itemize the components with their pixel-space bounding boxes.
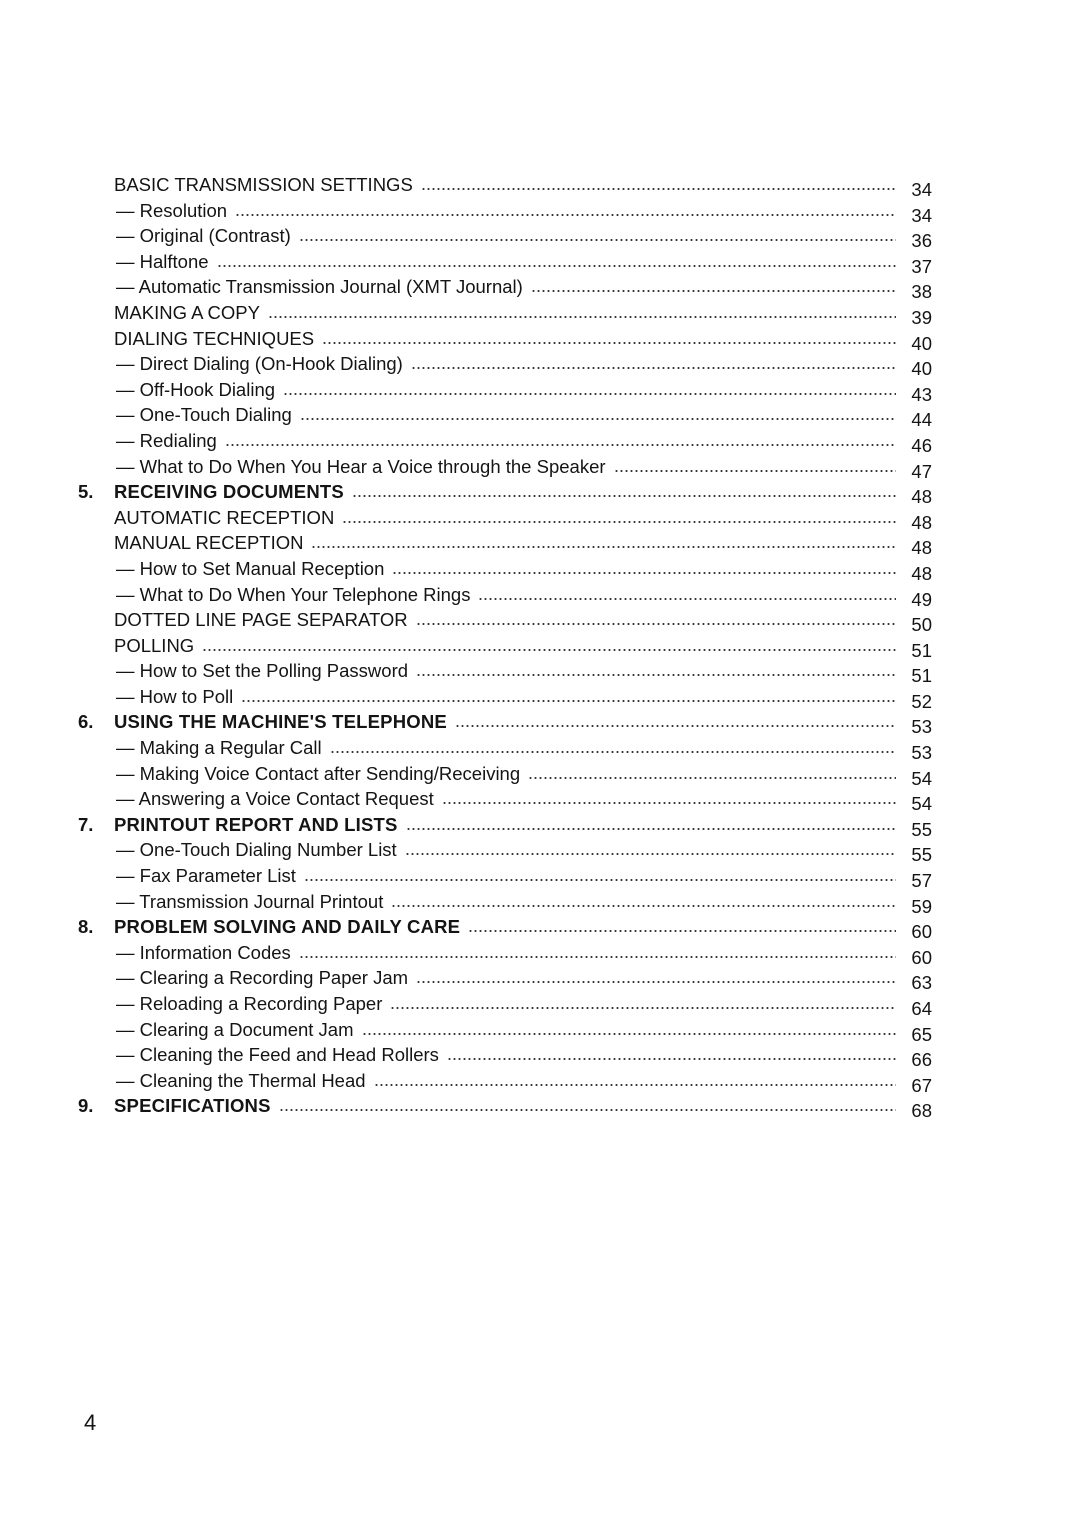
- toc-entry[interactable]: [78, 889, 932, 915]
- toc-entry[interactable]: [78, 556, 932, 582]
- toc-entry-title: — Transmission Journal Printout: [116, 890, 384, 912]
- dot-leader: [442, 787, 896, 805]
- toc-page-number: 64: [911, 998, 932, 1019]
- toc-entry-title: — One-Touch Dialing Number List: [116, 839, 397, 861]
- toc-entry[interactable]: [78, 1068, 932, 1094]
- toc-entry-title: — Original (Contrast): [116, 225, 291, 247]
- toc-entry-title: — Information Codes: [116, 941, 291, 963]
- toc-page-number: 40: [911, 358, 932, 380]
- toc-entry[interactable]: [78, 940, 932, 966]
- toc-page-number: 48: [911, 537, 932, 559]
- toc-entry[interactable]: [78, 607, 932, 636]
- toc-entry[interactable]: [78, 249, 932, 275]
- toc-page-number: 39: [911, 306, 932, 328]
- dot-leader: [342, 506, 896, 524]
- toc-page-number: 57: [911, 870, 932, 892]
- toc-page-number: 67: [911, 1074, 932, 1096]
- toc-entry-title: DOTTED LINE PAGE SEPARATOR: [114, 609, 408, 631]
- toc-page-number: 52: [911, 690, 932, 712]
- toc-page-number: 54: [911, 767, 932, 789]
- toc-entry-title: — What to Do When You Hear a Voice through the Speaker: [116, 455, 606, 477]
- toc-page-number: 40: [911, 332, 932, 354]
- toc-entry[interactable]: [78, 198, 932, 224]
- dot-leader: [421, 173, 896, 191]
- toc-entry[interactable]: [78, 1017, 932, 1043]
- toc-entry-title: — How to Set the Polling Password: [116, 660, 409, 682]
- dot-leader: [352, 480, 896, 498]
- dot-leader: [392, 557, 896, 575]
- toc-entry-title: MAKING A COPY: [114, 301, 260, 323]
- toc-entry[interactable]: [78, 351, 932, 380]
- toc-page-number: 51: [911, 639, 932, 661]
- toc-entry[interactable]: [78, 633, 932, 659]
- toc-entry[interactable]: [78, 454, 932, 480]
- toc-entry[interactable]: [78, 1042, 932, 1071]
- dot-leader: [241, 685, 896, 703]
- toc-page-number: 48: [911, 511, 932, 533]
- dot-leader: [217, 250, 896, 268]
- toc-entry-title: — Reloading a Recording Paper: [116, 993, 383, 1014]
- toc-page-number: 48: [911, 562, 932, 584]
- dot-leader: [416, 966, 896, 984]
- toc-entry[interactable]: [78, 786, 932, 815]
- toc-entry-title: — Cleaning the Thermal Head: [116, 1069, 366, 1091]
- toc-entry-title: MANUAL RECEPTION: [114, 532, 304, 554]
- dot-leader: [406, 813, 896, 831]
- dot-leader: [416, 608, 896, 626]
- toc-page-number: 44: [911, 409, 932, 431]
- toc-entry-title: — Making Voice Contact after Sending/Receiving: [116, 762, 521, 784]
- dot-leader: [531, 275, 896, 293]
- table-of-contents: [78, 172, 932, 1122]
- toc-page-number: 59: [911, 895, 932, 917]
- toc-page-number: 51: [911, 665, 932, 687]
- toc-page-number: 55: [911, 818, 932, 840]
- toc-entry[interactable]: [78, 377, 932, 403]
- toc-entry-title: — Halftone: [116, 250, 209, 272]
- toc-entry[interactable]: [78, 402, 932, 431]
- dot-leader: [268, 301, 896, 319]
- dot-leader: [455, 710, 896, 728]
- section-number: 5.: [78, 481, 94, 503]
- toc-entry-title: — Automatic Transmission Journal (XMT Journal): [116, 276, 523, 298]
- toc-entry-title: DIALING TECHNIQUES: [114, 327, 315, 349]
- toc-page-number: 37: [911, 255, 932, 277]
- toc-entry[interactable]: [78, 172, 932, 198]
- toc-entry[interactable]: [78, 812, 932, 838]
- toc-page-number: 36: [911, 230, 932, 252]
- toc-entry[interactable]: [78, 582, 932, 608]
- toc-entry-title: POLLING: [114, 634, 195, 656]
- toc-entry-title: — One-Touch Dialing: [116, 404, 292, 426]
- dot-leader: [478, 583, 896, 601]
- dot-leader: [411, 352, 896, 370]
- toc-entry-title: PRINTOUT REPORT AND LISTS: [114, 813, 398, 835]
- toc-entry[interactable]: [78, 761, 932, 787]
- dot-leader: [279, 1094, 896, 1112]
- dot-leader: [299, 224, 896, 242]
- toc-entry-title: — Direct Dialing (On-Hook Dialing): [116, 353, 403, 375]
- toc-page-number: 49: [911, 588, 932, 610]
- toc-page-number: 60: [911, 921, 932, 943]
- toc-page-number: 60: [911, 946, 932, 968]
- toc-entry[interactable]: [78, 991, 932, 1017]
- toc-page-number: 34: [911, 179, 932, 200]
- toc-entry[interactable]: [78, 1093, 932, 1122]
- toc-page-number: 53: [911, 742, 932, 764]
- toc-page-number: 43: [911, 383, 932, 405]
- toc-entry[interactable]: [78, 709, 932, 738]
- toc-entry-title: RECEIVING DOCUMENTS: [114, 481, 344, 503]
- toc-entry-title: — How to Poll: [116, 685, 234, 707]
- dot-leader: [300, 403, 896, 421]
- dot-leader: [416, 659, 896, 677]
- toc-entry-title: — Clearing a Recording Paper Jam: [116, 967, 409, 989]
- toc-entry-title: SPECIFICATIONS: [114, 1095, 271, 1117]
- dot-leader: [235, 199, 896, 217]
- toc-entry-title: PROBLEM SOLVING AND DAILY CARE: [114, 916, 461, 938]
- toc-entry-title: USING THE MACHINE'S TELEPHONE: [114, 711, 447, 733]
- toc-entry-title: — How to Set Manual Reception: [116, 557, 385, 579]
- dot-leader: [447, 1043, 896, 1061]
- toc-entry[interactable]: [78, 479, 932, 508]
- toc-page-number: 63: [911, 972, 932, 994]
- toc-entry[interactable]: [78, 914, 932, 943]
- toc-entry-title: — Off-Hook Dialing: [116, 378, 276, 400]
- toc-page-number: 55: [911, 844, 932, 866]
- toc-entry[interactable]: [78, 428, 932, 454]
- dot-leader: [311, 531, 896, 549]
- toc-entry[interactable]: [78, 965, 932, 994]
- page-number: 4: [84, 1410, 97, 1435]
- toc-entry[interactable]: [78, 684, 932, 710]
- section-number: 6.: [78, 711, 94, 733]
- toc-entry-title: — Answering a Voice Contact Request: [116, 788, 434, 810]
- dot-leader: [322, 327, 896, 345]
- toc-page-number: 53: [911, 716, 932, 738]
- toc-page-number: 38: [911, 281, 932, 303]
- toc-entry[interactable]: [78, 274, 932, 303]
- toc-page-number: 48: [911, 486, 932, 508]
- dot-leader: [468, 915, 896, 933]
- toc-entry-title: — Cleaning the Feed and Head Rollers: [116, 1044, 439, 1066]
- toc-page-number: 46: [911, 434, 932, 456]
- toc-entry-title: BASIC TRANSMISSION SETTINGS: [114, 174, 413, 195]
- toc-page-number: 65: [911, 1023, 932, 1045]
- section-number: 8.: [78, 916, 94, 938]
- section-number: 7.: [78, 813, 94, 835]
- toc-entry-title: — Making a Regular Call: [116, 737, 322, 759]
- toc-entry[interactable]: [78, 326, 932, 352]
- toc-entry-title: — Resolution: [116, 199, 228, 221]
- toc-entry[interactable]: [78, 837, 932, 866]
- dot-leader: [391, 890, 896, 908]
- dot-leader: [299, 941, 896, 959]
- dot-leader: [202, 634, 896, 652]
- toc-entry[interactable]: [78, 658, 932, 687]
- dot-leader: [225, 429, 896, 447]
- toc-page-number: 47: [911, 460, 932, 482]
- section-number: 9.: [78, 1095, 94, 1117]
- toc-entry[interactable]: [78, 300, 932, 326]
- toc-page-number: 66: [911, 1049, 932, 1071]
- dot-leader: [390, 992, 896, 1010]
- dot-leader: [283, 378, 896, 396]
- toc-entry[interactable]: [78, 863, 932, 892]
- toc-entry[interactable]: [78, 223, 932, 252]
- dot-leader: [304, 864, 896, 882]
- toc-entry[interactable]: [78, 735, 932, 764]
- toc-page-number: 54: [911, 793, 932, 815]
- dot-leader: [405, 838, 896, 856]
- dot-leader: [374, 1069, 896, 1087]
- toc-entry[interactable]: [78, 505, 932, 531]
- toc-entry-title: — What to Do When Your Telephone Rings: [116, 583, 471, 605]
- toc-page-number: 50: [911, 614, 932, 636]
- toc-entry-title: — Fax Parameter List: [116, 865, 296, 887]
- toc-entry-title: — Redialing: [116, 429, 217, 451]
- toc-entry-title: — Clearing a Document Jam: [116, 1018, 354, 1040]
- dot-leader: [330, 736, 896, 754]
- dot-leader: [362, 1018, 896, 1036]
- toc-page-number: 34: [911, 204, 932, 226]
- toc-entry-title: AUTOMATIC RECEPTION: [114, 506, 335, 528]
- toc-entry[interactable]: [78, 530, 932, 559]
- toc-page-number: 68: [911, 1100, 932, 1122]
- dot-leader: [614, 455, 896, 473]
- dot-leader: [528, 762, 896, 780]
